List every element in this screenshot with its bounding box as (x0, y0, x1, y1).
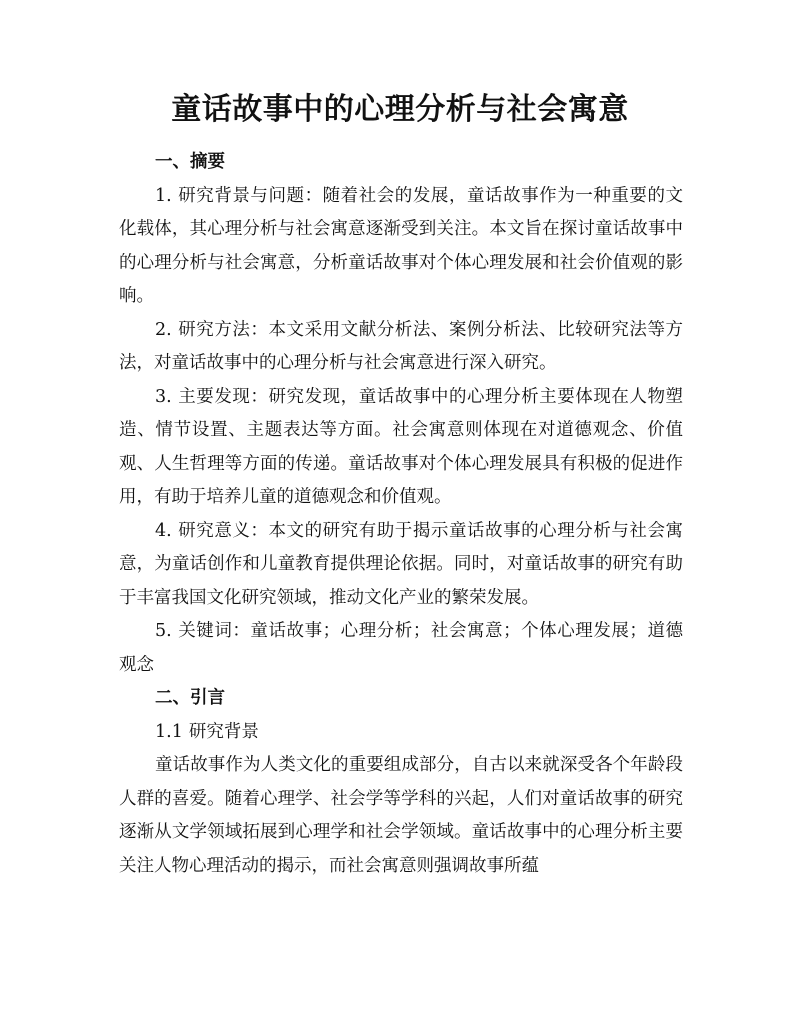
abstract-item (119, 314, 683, 381)
abstract-item-text: 研究意义：本文的研究有助于揭示童话故事的心理分析与社会寓意，为童话创作和儿童教育提供理论依据。同时，对童话故事的研究有助于丰富我国文化研究领域，推动文化产业的繁荣发展。 (119, 520, 683, 608)
abstract-item-text: 研究方法：本文采用文献分析法、案例分析法、比较研究法等方法，对童话故事中的心理分析与社会寓意进行深入研究。 (119, 319, 683, 373)
document-body (119, 146, 683, 883)
abstract-item (119, 515, 683, 616)
abstract-item-number: 4. (155, 520, 172, 541)
subsection-heading (119, 716, 683, 750)
section-heading-abstract: 一、摘要 (155, 152, 225, 172)
abstract-item-number: 3. (155, 386, 172, 407)
intro-paragraph: 童话故事作为人类文化的重要组成部分，自古以来就深受各个年龄段人群的喜爱。随着心理学、社会学等学科的兴起，人们对童话故事的研究逐渐从文学领域拓展到心理学和社会学领域。童话故事中的心理分析主要关注人物心理活动的揭示，而社会寓意则强调故事所蕴 (119, 755, 683, 876)
abstract-item-text: 关键词：童话故事；心理分析；社会寓意；个体心理发展；道德观念 (119, 621, 683, 675)
subsection-title: 研究背景 (188, 721, 259, 742)
abstract-item (119, 180, 683, 314)
abstract-item (119, 381, 683, 515)
abstract-item-number: 1. (155, 185, 172, 206)
abstract-item-number: 5. (155, 621, 172, 641)
document-title: 童话故事中的心理分析与社会寓意 (171, 92, 629, 127)
abstract-item-text: 主要发现：研究发现，童话故事中的心理分析主要体现在人物塑造、情节设置、主题表达等方面。社会寓意则体现在对道德观念、价值观、人生哲理等方面的传递。童话故事对个体心理发展具有积极的促进作用，有助于培养儿童的道德观念和价值观。 (119, 386, 683, 507)
abstract-item-number: 2. (155, 319, 172, 340)
section-heading-intro: 二、引言 (155, 688, 225, 708)
subsection-number: 1.1 (155, 721, 183, 742)
abstract-item (119, 615, 683, 682)
abstract-item-text: 研究背景与问题：随着社会的发展，童话故事作为一种重要的文化载体，其心理分析与社会寓意逐渐受到关注。本文旨在探讨童话故事中的心理分析与社会寓意，分析童话故事对个体心理发展和社会价值观的影响。 (119, 185, 683, 306)
